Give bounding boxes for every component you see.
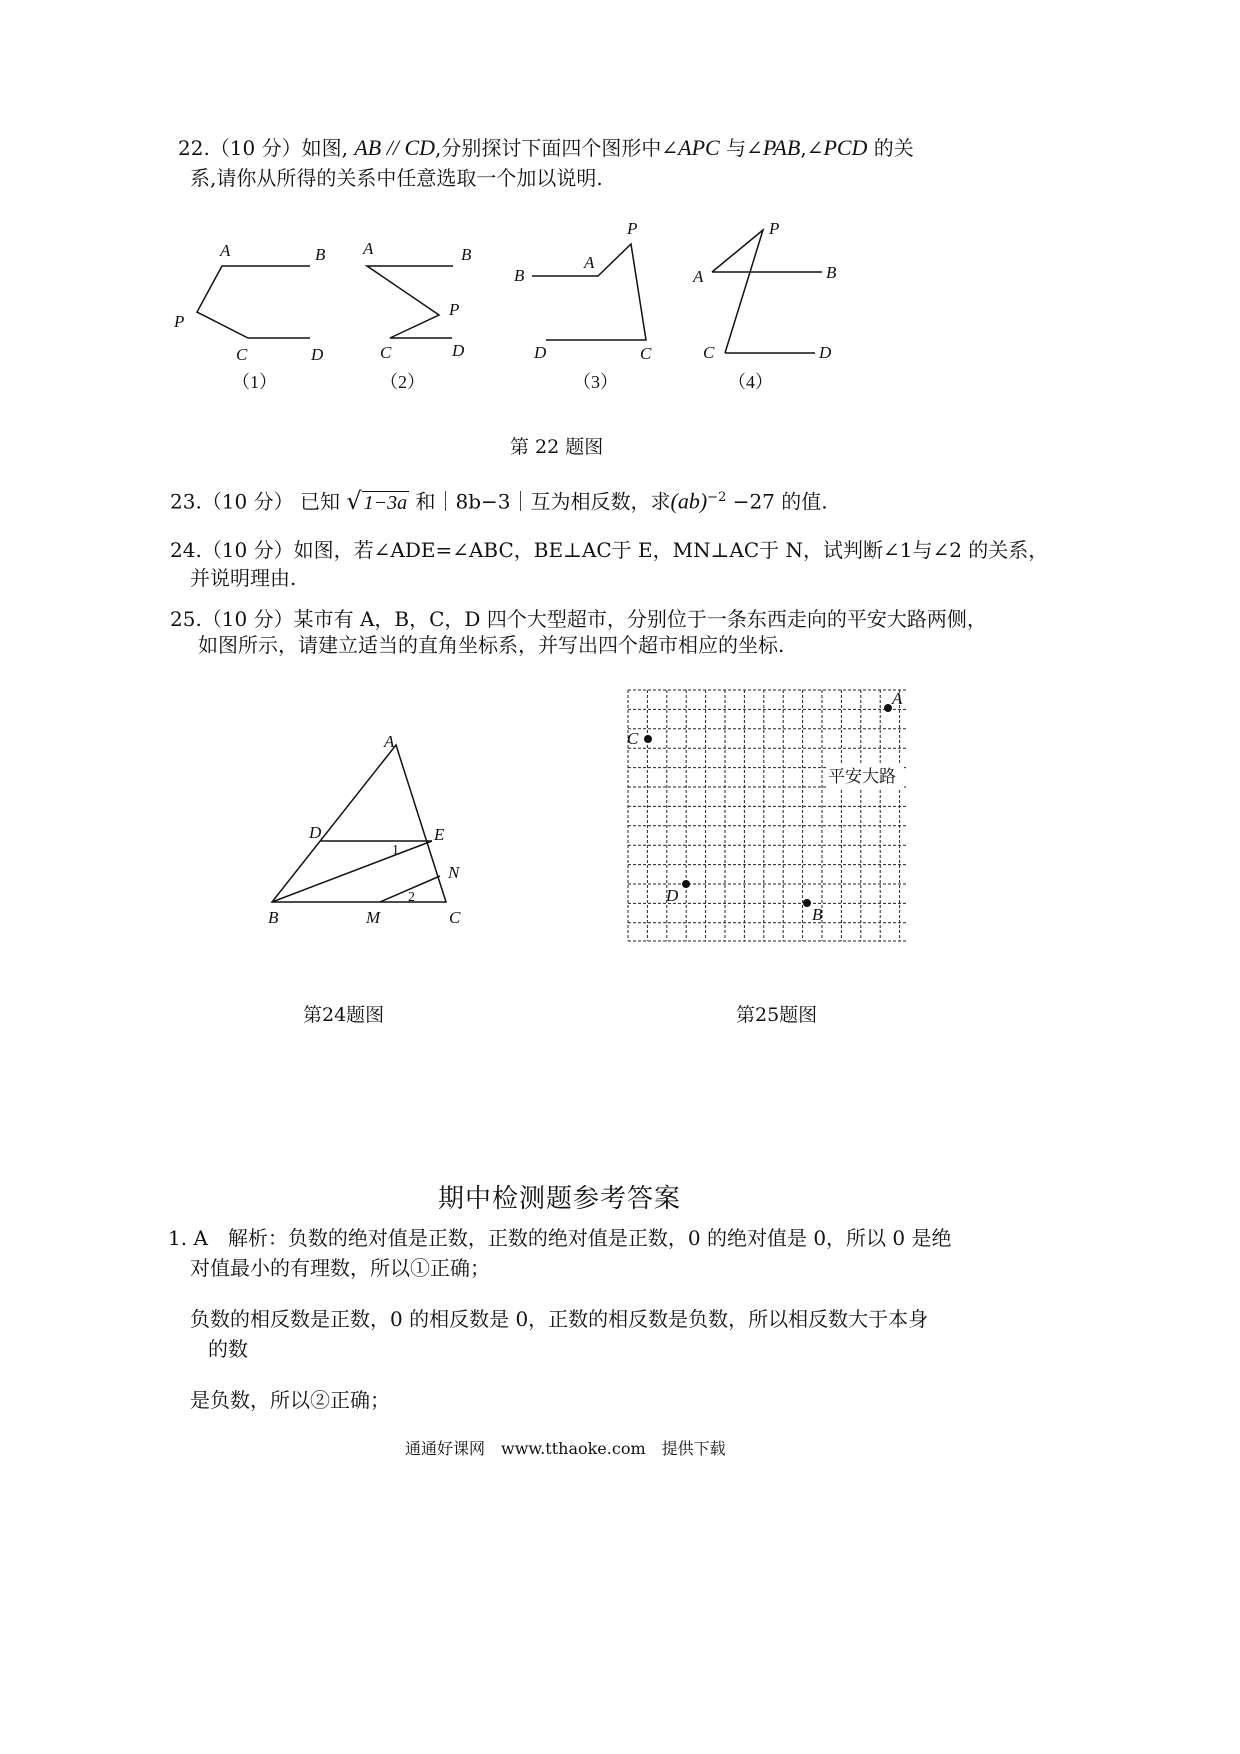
- question-22-line1: 22.（10 分）如图, AB // CD,分别探讨下面四个图形中∠APC 与∠PAB,∠PCD 的关: [178, 135, 914, 160]
- fig22-label-1: （1）: [232, 372, 277, 392]
- fig22-label-3: （3）: [573, 372, 618, 392]
- answers-title: 期中检测题参考答案: [438, 1184, 682, 1214]
- fig22-1-lines: [197, 266, 310, 338]
- fig24-label-m: M: [366, 908, 381, 927]
- fig22-1-label-b: B: [315, 245, 326, 264]
- fig22-3-label-b: B: [514, 266, 525, 285]
- answer-line-2: 对值最小的有理数，所以①正确；: [190, 1256, 490, 1280]
- fig25-label-a: A: [892, 689, 903, 708]
- fig22-3-label-d: D: [534, 343, 547, 362]
- page-footer: 通通好课网 www.tthaoke.com 提供下载: [405, 1439, 726, 1458]
- answer-line-4: 的数: [208, 1337, 248, 1361]
- figure-22: [160, 210, 880, 405]
- fig24-label-a: A: [384, 732, 395, 751]
- question-24-line2: 并说明理由.: [190, 566, 297, 590]
- question-23: 23.（10 分） 已知 √ 1−3a 和｜8b−3｜互为相反数，求(ab)$^{-2}$ −27 的值.: [170, 483, 828, 518]
- fig24-label-b: B: [268, 908, 279, 927]
- fig22-1-label-d: D: [311, 345, 324, 364]
- fig22-1-label-p: P: [174, 312, 185, 331]
- fig22-3-label-p: P: [627, 219, 638, 238]
- market-c-point: [644, 735, 652, 743]
- fig25-label-c: C: [627, 729, 639, 748]
- fig24-label-c: C: [449, 908, 461, 927]
- figure-24: [258, 728, 480, 933]
- math-ab-parallel-cd: AB // CD: [354, 135, 436, 160]
- market-d-point: [682, 880, 690, 888]
- figure-25: [620, 680, 920, 950]
- fig22-1-label-c: C: [236, 345, 248, 364]
- fig25-label-b: B: [812, 905, 823, 924]
- fig25-label-d: D: [666, 886, 679, 905]
- fig22-4-label-p: P: [769, 219, 780, 238]
- market-b-point: [803, 899, 811, 907]
- answer-line-3: 负数的相反数是正数，0 的相反数是 0，正数的相反数是负数，所以相反数大于本身: [190, 1307, 929, 1331]
- fig22-2-label-d: D: [452, 341, 465, 360]
- answer-line-5: 是负数，所以②正确；: [190, 1388, 390, 1412]
- fig24-angle-2: 2: [408, 890, 415, 905]
- fig22-label-2: （2）: [380, 372, 425, 392]
- fig24-label-e: E: [434, 825, 445, 844]
- fig24-label-d: D: [309, 823, 322, 842]
- question-25-line2: 如图所示，请建立适当的直角坐标系，并写出四个超市相应的坐标.: [198, 633, 785, 657]
- figure-22-caption: 第 22 题图: [510, 436, 604, 458]
- fig25-road-label: 平安大路: [828, 767, 896, 787]
- fig22-3-label-c: C: [640, 344, 652, 363]
- fig24-angle-1: 1: [392, 843, 399, 858]
- market-a-point: [884, 704, 892, 712]
- fig22-3-label-a: A: [584, 253, 595, 272]
- fig22-2-lines: [367, 266, 453, 338]
- fig22-4-label-b: B: [826, 263, 837, 282]
- fig22-2-label-p: P: [449, 300, 460, 319]
- fig22-4-label-c: C: [703, 343, 715, 362]
- answer-line-1: 1. A 解析：负数的绝对值是正数，正数的绝对值是正数，0 的绝对值是 0，所以 0 是绝: [168, 1226, 952, 1250]
- fig22-2-label-a: A: [363, 239, 374, 258]
- figure-25-caption: 第25题图: [736, 1004, 818, 1026]
- fig22-4-path: [712, 230, 763, 353]
- fig22-2-label-c: C: [380, 343, 392, 362]
- fig22-1-label-a: A: [220, 241, 231, 260]
- fig22-4-label-d: D: [819, 343, 832, 362]
- fig24-label-n: N: [448, 863, 460, 882]
- fig22-2-label-b: B: [461, 245, 472, 264]
- fig22-4-label-a: A: [693, 267, 704, 286]
- figure-24-caption: 第24题图: [303, 1004, 385, 1026]
- question-24-line1: 24.（10 分）如图，若∠ADE=∠ABC，BE⊥AC于 E，MN⊥AC于 N，试判断∠1与∠2 的关系，: [170, 538, 1049, 562]
- triangle-abc: [272, 745, 446, 902]
- question-22-line2: 系,请你从所得的关系中任意选取一个加以说明.: [190, 166, 603, 190]
- sqrt-expression: √ 1−3a: [346, 486, 408, 515]
- fig22-label-4: （4）: [728, 372, 773, 392]
- question-25-line1: 25.（10 分）某市有 A，B，C，D 四个大型超市，分别位于一条东西走向的平安大路两侧，: [170, 607, 987, 631]
